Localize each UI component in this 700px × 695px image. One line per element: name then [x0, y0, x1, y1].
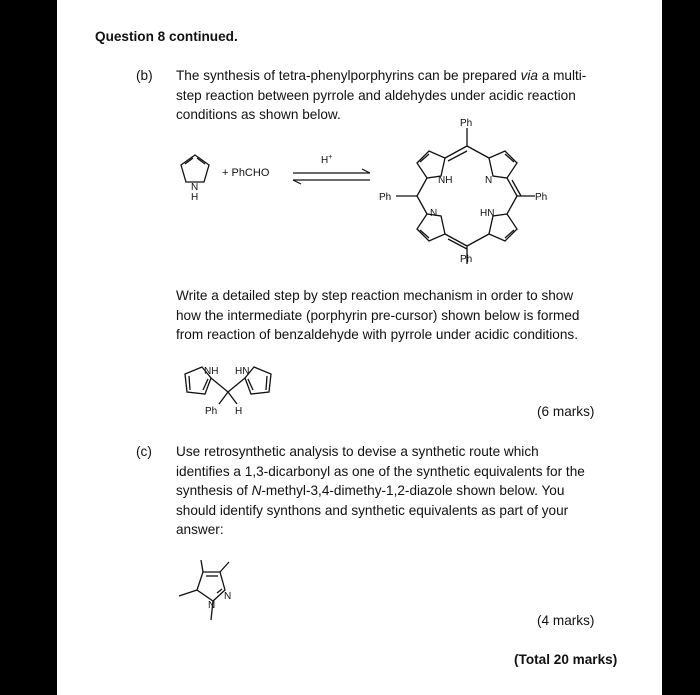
- porphyrin-hn-bottom: HN: [480, 208, 495, 219]
- part-c-label: (c): [136, 444, 152, 459]
- intermediate-ph: Ph: [205, 406, 218, 417]
- c-line-3: synthesis of N-methyl-3,4-dimethy-1,2-diazole shown below. You: [176, 483, 565, 499]
- c-line-2: identifies a 1,3-dicarbonyl as one of the synthetic equivalents for the: [176, 463, 585, 479]
- intermediate-nh: NH: [204, 366, 219, 377]
- porphyrin-nh-top: NH: [438, 175, 453, 186]
- pyrrole-structure: [181, 155, 209, 182]
- reaction-scheme: [57, 0, 662, 270]
- c-line-4: should identify synthons and synthetic equivalents as part of your: [176, 502, 569, 518]
- part-c-marks: (4 marks): [537, 613, 595, 628]
- total-marks: (Total 20 marks): [514, 652, 618, 667]
- pyrrole-n-label: N: [191, 182, 199, 193]
- porphyrin-ph-right: Ph: [535, 192, 548, 203]
- plus-aldehyde: + PhCHO: [222, 167, 270, 179]
- intermediate-h: H: [235, 406, 243, 417]
- diazole-n1: N: [208, 600, 216, 611]
- porphyrin-ph-top: Ph: [460, 118, 473, 129]
- porphyrin-ph-bottom: Ph: [460, 254, 473, 265]
- c-line-1: Use retrosynthetic analysis to devise a synthetic route which: [176, 444, 539, 459]
- part-c-text: [176, 442, 585, 540]
- porphyrin-n-right: N: [485, 175, 493, 186]
- intro-line-1: The synthesis of tetra-phenylporphyrins can be prepared via a multi-: [176, 68, 587, 83]
- c-line-5: answer:: [176, 522, 224, 538]
- porphyrin-ph-left: Ph: [379, 192, 392, 203]
- catalyst-label: H+: [321, 154, 333, 166]
- page-heading: Question 8 continued.: [95, 29, 238, 44]
- pyrrole-h-label: H: [191, 192, 199, 203]
- task-line-3: from reaction of benzaldehyde with pyrrole under acidic conditions.: [176, 327, 578, 343]
- part-b-task: [176, 286, 579, 345]
- porphyrin-n-left: N: [430, 208, 438, 219]
- equilibrium-arrow-icon: [293, 169, 370, 184]
- part-b-marks: (6 marks): [537, 404, 595, 419]
- diazole-n2: N: [224, 591, 232, 602]
- intro-line-2: step reaction between pyrrole and aldehydes under acidic reaction: [176, 87, 576, 103]
- intro-line-3: conditions as shown below.: [176, 107, 341, 123]
- task-line-2: how the intermediate (porphyrin pre-cursor) shown below is formed: [176, 307, 580, 323]
- exam-page: [57, 0, 662, 695]
- intermediate-hn: HN: [235, 366, 250, 377]
- porphyrin-structure: [396, 128, 535, 264]
- task-line-1: Write a detailed step by step reaction mechanism in order to show: [176, 288, 574, 303]
- part-b-label: (b): [136, 68, 153, 83]
